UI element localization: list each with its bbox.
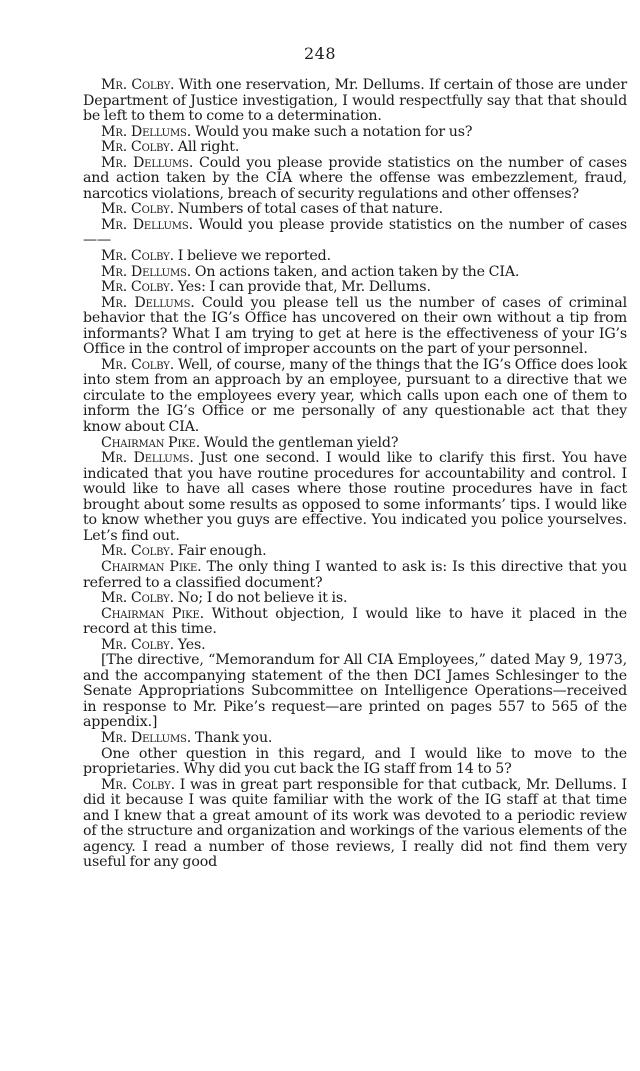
transcript-paragraph — [83, 265, 627, 281]
speaker-name: Mr. Colby. — [101, 636, 174, 653]
speaker-name: Chairman Pike. — [101, 434, 201, 451]
transcript-paragraph — [83, 607, 627, 638]
speaker-name: Mr. Colby. — [101, 201, 174, 218]
transcript-paragraph — [83, 560, 627, 591]
speaker-name: Mr. Dellums. — [101, 294, 195, 311]
speaker-name: Chairman Pike. — [101, 605, 204, 622]
paragraph-text: Yes: I can provide that, Mr. Dellums. — [173, 279, 431, 296]
speaker-name: Mr. Dellums. — [101, 154, 194, 171]
transcript-paragraph — [83, 591, 627, 607]
transcript-paragraph — [83, 747, 627, 778]
page-number: 248 — [303, 44, 337, 63]
paragraph-text: Would you make such a notation for us? — [191, 123, 473, 140]
transcript-paragraph — [83, 249, 627, 265]
speaker-name: Mr. Colby. — [101, 279, 174, 296]
paragraph-text: Would the gentleman yield? — [200, 434, 399, 451]
speaker-name: Mr. Colby. — [101, 543, 174, 560]
speaker-name: Mr. Dellums. — [101, 123, 192, 140]
paragraph-text: All right. — [173, 139, 240, 156]
paragraph-text: The only thing I wanted to ask is: Is this directive that you referred to a classified document? — [83, 558, 627, 591]
transcript-paragraph — [83, 202, 627, 218]
transcript-paragraph — [83, 218, 627, 249]
paragraph-text: With one reservation, Mr. Dellums. If certain of those are under Department of Justice investigation, I would respectfully say that that should be left to them to come to a determination. — [83, 77, 627, 125]
speaker-name: Mr. Colby. — [101, 356, 175, 373]
speaker-name: Mr. Colby. — [101, 248, 174, 265]
speaker-name: Chairman Pike. — [101, 558, 202, 575]
transcript-paragraph — [83, 731, 627, 747]
paragraph-text: Numbers of total cases of that nature. — [173, 201, 444, 218]
paragraph-text: Yes. — [173, 636, 206, 653]
speaker-name: Mr. Dellums. — [101, 450, 194, 467]
transcript-paragraph — [83, 544, 627, 560]
paragraph-text: Would you please provide statistics on the number of cases—— — [83, 216, 627, 249]
paragraph-text: Fair enough. — [173, 543, 267, 560]
speaker-name: Mr. Dellums. — [101, 729, 192, 746]
transcript-paragraph — [83, 125, 627, 141]
transcript-paragraph — [83, 638, 627, 654]
hearing-transcript — [83, 78, 627, 871]
speaker-name: Mr. Colby. — [101, 776, 175, 793]
paragraph-text: Just one second. I would like to clarify this first. You have indicated that you have routine procedures for accountability and control. I would like to have all cases where those routine procedures have in fact brought about some results as opposed to some informants’ tips. I would like to know whether you guys are effective. You indicated you police yourselves. Let’s find out. — [83, 450, 627, 544]
paragraph-text: One other question in this regard, and I would like to move to the proprietaries. Why did you cut back the IG staff from 14 to 5? — [83, 745, 627, 778]
transcript-paragraph — [83, 140, 627, 156]
paragraph-text: I was in great part responsible for that cutback, Mr. Dellums. I did it because I was quite familiar with the work of the IG staff at that time and I knew that a great amount of its work was devoted to a periodic review of the structure and organization and workings of the various elements of the agency. I read a number of those reviews, I really did not find them very useful for any good — [83, 776, 627, 871]
transcript-paragraph — [83, 358, 627, 436]
paragraph-text: No; I do not believe it is. — [173, 590, 348, 607]
transcript-paragraph — [83, 436, 627, 452]
transcript-paragraph — [83, 296, 627, 358]
paragraph-text: On actions taken, and action taken by the CIA. — [191, 263, 520, 280]
transcript-paragraph — [83, 78, 627, 125]
speaker-name: Mr. Dellums. — [101, 216, 193, 233]
transcript-paragraph — [83, 280, 627, 296]
paragraph-text: Could you please tell us the number of cases of criminal behavior that the IG’s Office has uncovered on their own without a tip from informants? What I am trying to get at here is the effectiveness of your IG’s Office in the control of improper accounts on the part of your personnel. — [83, 294, 627, 358]
paragraph-text: Could you please provide statistics on the number of cases and action taken by the CIA where the offense was embezzlement, fraud, narcotics violations, breach of security regulations and other offenses? — [83, 154, 627, 202]
speaker-name: Mr. Dellums. — [101, 263, 192, 280]
paragraph-text: [The directive, “Memorandum for All CIA Employees,” dated May 9, 1973, and the accompanying statement of the then DCI James Schlesinger to the Senate Appropriations Subcommittee on Intelligence Operations—received in response to Mr. Pike’s request—are printed on pages 557 to 565 of the appendix.] — [83, 652, 627, 731]
paragraph-text: Well, of course, many of the things that the IG’s Office does look into stem from an approach by an employee, pursuant to a directive that we circulate to the employees every year, which calls upon each one of them to inform the IG’s Office or me personally of any questionable act that they know about CIA. — [83, 356, 627, 436]
speaker-name: Mr. Colby. — [101, 590, 174, 607]
paragraph-text: Without objection, I would like to have it placed in the record at this time. — [83, 605, 628, 638]
speaker-name: Mr. Colby. — [101, 77, 175, 93]
transcript-paragraph — [83, 451, 627, 544]
speaker-name: Mr. Colby. — [101, 139, 174, 156]
transcript-paragraph — [83, 653, 627, 731]
paragraph-text: Thank you. — [191, 729, 273, 746]
transcript-paragraph — [83, 156, 627, 203]
paragraph-text: I believe we reported. — [173, 248, 331, 265]
transcript-paragraph — [83, 778, 627, 871]
